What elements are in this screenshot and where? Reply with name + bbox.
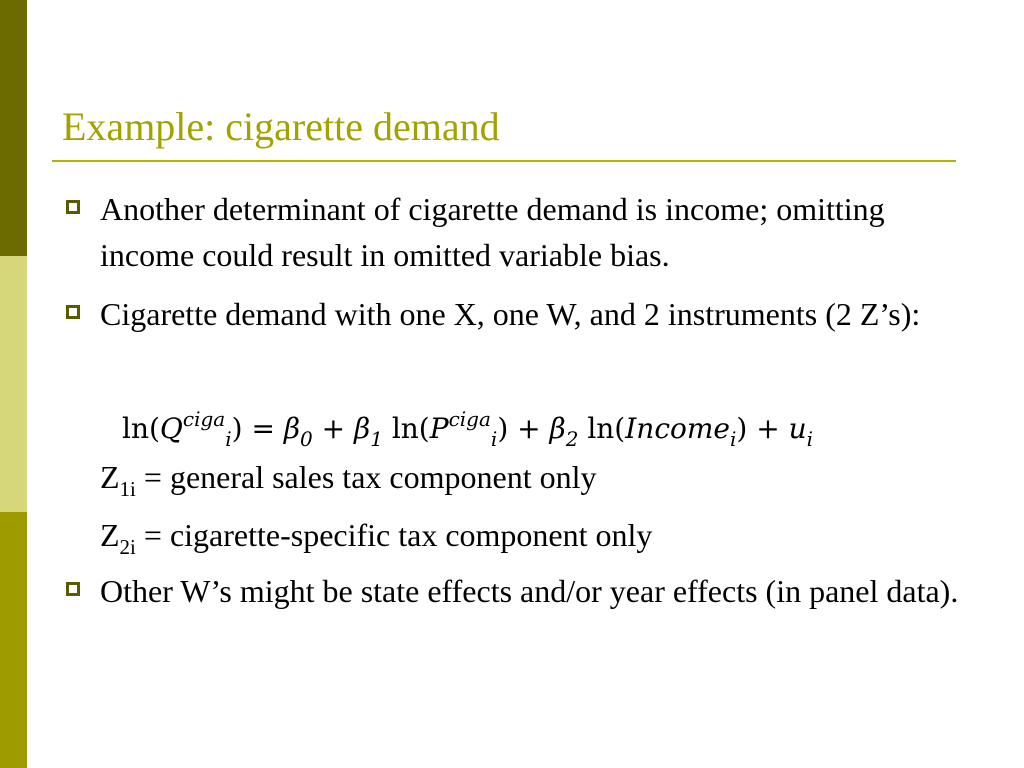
title-underline-rule bbox=[52, 160, 956, 162]
bullet-item-demand-model bbox=[100, 291, 970, 337]
eq-p-sub: i bbox=[490, 427, 498, 451]
instrument-z2 bbox=[100, 512, 652, 570]
instrument-text: = general sales tax component only bbox=[135, 459, 597, 495]
bullet-text: Cigarette demand with one X, one W, and 2 instruments (2 Z’s): bbox=[100, 296, 921, 332]
instrument-symbol: Z bbox=[100, 517, 120, 553]
side-bar-mid-segment bbox=[0, 512, 27, 768]
eq-beta2-sub: 2 bbox=[565, 427, 579, 451]
instrument-subscript: 2i bbox=[119, 535, 136, 559]
eq-beta0-sub: 0 bbox=[300, 427, 313, 451]
eq-ln: ln( bbox=[382, 412, 430, 445]
bullet-item-other-w bbox=[100, 568, 970, 614]
eq-beta0: β bbox=[283, 412, 300, 445]
side-bar-dark-segment bbox=[0, 0, 27, 256]
instrument-symbol: Z bbox=[100, 459, 120, 495]
instrument-text: = cigarette-specific tax component only bbox=[135, 517, 653, 553]
eq-u-sub: i bbox=[806, 427, 814, 451]
decorative-side-bar bbox=[0, 0, 27, 768]
slide-title: Example: cigarette demand bbox=[62, 104, 500, 149]
instrument-subscript: 1i bbox=[119, 477, 136, 501]
eq-q-sup: ciga bbox=[182, 407, 226, 431]
instrument-z1 bbox=[100, 454, 596, 512]
eq-plus: + bbox=[312, 412, 354, 445]
eq-u: u bbox=[788, 412, 807, 445]
eq-income: Income bbox=[625, 412, 730, 445]
bullet-square-icon bbox=[66, 200, 80, 214]
bullet-text: Another determinant of cigarette demand is income; omitting income could result in omitted variable bias. bbox=[100, 191, 885, 273]
bullet-square-icon bbox=[66, 582, 80, 596]
eq-p-sup: ciga bbox=[448, 407, 491, 431]
eq-beta1: β bbox=[354, 412, 371, 445]
eq-close-plus: ) + bbox=[736, 412, 789, 445]
eq-close-eq: ) = bbox=[231, 412, 284, 445]
eq-p: P bbox=[429, 412, 449, 445]
eq-ln: ln( bbox=[122, 412, 160, 445]
eq-income-sub: i bbox=[730, 427, 737, 451]
bullet-square-icon bbox=[66, 305, 80, 319]
eq-beta2: β bbox=[549, 412, 566, 445]
eq-q-sub: i bbox=[225, 427, 232, 451]
bullet-text: Other W’s might be state effects and/or year effects (in panel data). bbox=[100, 573, 959, 609]
eq-q: Q bbox=[159, 412, 183, 445]
bullet-item-income bbox=[100, 186, 970, 278]
eq-ln: ln( bbox=[578, 412, 626, 445]
eq-beta1-sub: 1 bbox=[370, 427, 383, 451]
eq-close-plus: ) + bbox=[497, 412, 550, 445]
side-bar-light-segment bbox=[0, 256, 27, 512]
